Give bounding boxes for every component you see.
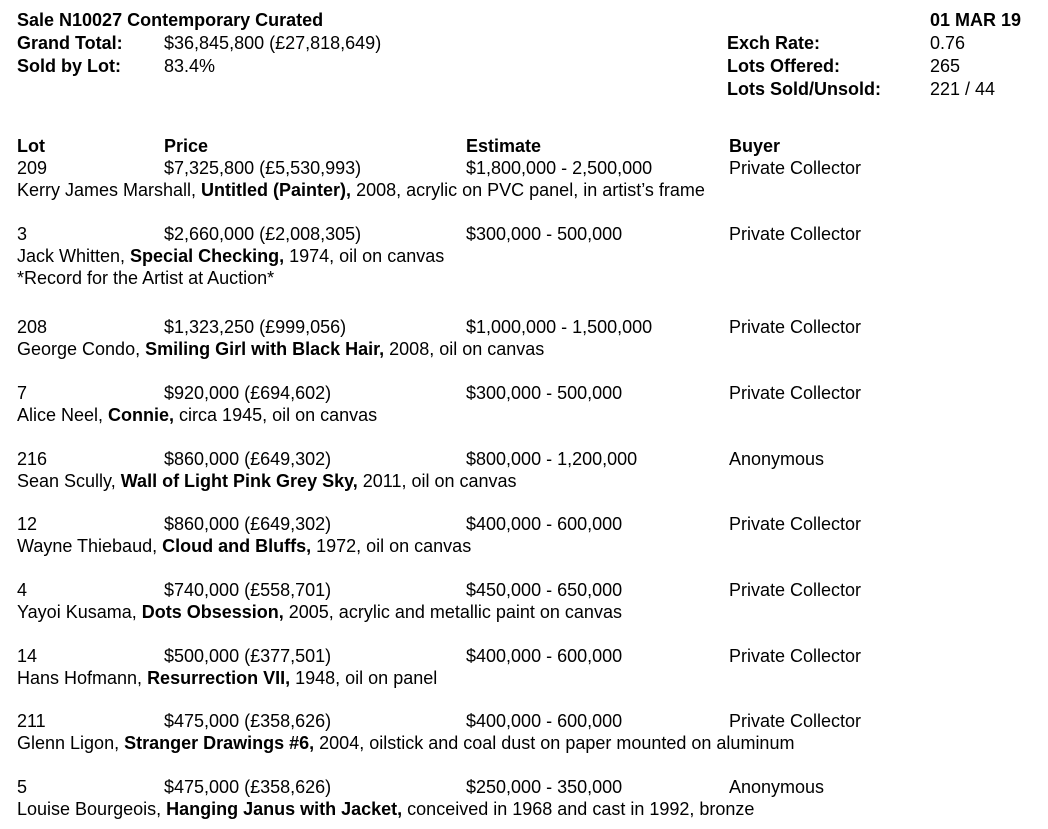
lot-description (17, 470, 517, 492)
lot-estimate: $800,000 - 1,200,000 (466, 449, 638, 469)
exch-rate-value: 0.76 (930, 33, 966, 53)
artwork-details: 1972, oil on canvas (311, 536, 472, 556)
lot-buyer: Private Collector (729, 317, 862, 337)
lot-description (17, 667, 437, 689)
lot-buyer: Private Collector (729, 383, 862, 403)
artwork-title: Connie, (108, 405, 175, 425)
lot-estimate: $250,000 - 350,000 (466, 777, 623, 797)
artwork-title: Cloud and Bluffs, (162, 536, 312, 556)
lot-buyer: Private Collector (729, 158, 862, 178)
lot-description (17, 179, 705, 201)
exch-rate-label: Exch Rate: (727, 33, 821, 53)
lot-price: $7,325,800 (£5,530,993) (164, 158, 362, 178)
lot-estimate: $300,000 - 500,000 (466, 383, 623, 403)
grand-total-value: $36,845,800 (£27,818,649) (164, 33, 382, 53)
artist-name: Louise Bourgeois, (17, 799, 167, 819)
lot-number: 14 (17, 646, 38, 666)
lot-estimate: $450,000 - 650,000 (466, 580, 623, 600)
lot-price: $740,000 (£558,701) (164, 580, 332, 600)
artwork-details: circa 1945, oil on canvas (174, 405, 378, 425)
lot-estimate: $400,000 - 600,000 (466, 646, 623, 666)
lot-buyer: Anonymous (729, 777, 825, 797)
lot-price: $475,000 (£358,626) (164, 711, 332, 731)
artist-name: Alice Neel, (17, 405, 109, 425)
lot-number: 3 (17, 224, 28, 244)
artwork-title: Resurrection VII, (147, 668, 291, 688)
lot-description (17, 732, 794, 754)
artwork-title: Special Checking, (130, 246, 285, 266)
lot-price: $475,000 (£358,626) (164, 777, 332, 797)
lot-buyer: Private Collector (729, 514, 862, 534)
lot-buyer: Private Collector (729, 646, 862, 666)
artwork-title: Hanging Janus with Jacket, (166, 799, 403, 819)
artwork-title: Dots Obsession, (141, 602, 284, 622)
artwork-title: Stranger Drawings #6, (124, 733, 315, 753)
grand-total-label: Grand Total: (17, 33, 123, 53)
lot-price: $500,000 (£377,501) (164, 646, 332, 666)
artwork-title: Smiling Girl with Black Hair, (145, 339, 385, 359)
lot-number: 5 (17, 777, 28, 797)
artwork-title: Untitled (Painter), (201, 180, 352, 200)
sold-by-lot-value: 83.4% (164, 56, 216, 76)
sale-title: Sale N10027 Contemporary Curated (17, 10, 324, 30)
lot-buyer: Private Collector (729, 711, 862, 731)
lot-price: $860,000 (£649,302) (164, 449, 332, 469)
lot-buyer: Private Collector (729, 580, 862, 600)
artist-name: Hans Hofmann, (17, 668, 148, 688)
lot-estimate: $1,800,000 - 2,500,000 (466, 158, 653, 178)
artwork-title: Wall of Light Pink Grey Sky, (120, 471, 358, 491)
lots-sold-value: 221 / 44 (930, 79, 996, 99)
artist-name: Wayne Thiebaud, (17, 536, 163, 556)
lot-number: 209 (17, 158, 48, 178)
lot-description (17, 798, 754, 820)
lot-estimate: $1,000,000 - 1,500,000 (466, 317, 653, 337)
lot-description (17, 338, 544, 360)
lot-number: 211 (17, 711, 46, 731)
lot-number: 216 (17, 449, 48, 469)
lot-description (17, 535, 471, 557)
artist-name: Jack Whitten, (17, 246, 131, 266)
lot-number: 7 (17, 383, 28, 403)
artist-name: Glenn Ligon, (17, 733, 125, 753)
lot-number: 12 (17, 514, 38, 534)
lot-buyer: Anonymous (729, 449, 825, 469)
lot-estimate: $300,000 - 500,000 (466, 224, 623, 244)
sale-date: 01 MAR 19 (930, 10, 1022, 30)
lots-offered-value: 265 (930, 56, 961, 76)
artwork-details: 2005, acrylic and metallic paint on canvas (283, 602, 622, 622)
column-header-estimate: Estimate (466, 136, 542, 156)
artwork-details: 1974, oil on canvas (284, 246, 445, 266)
column-header-buyer: Buyer (729, 136, 781, 156)
lot-number: 208 (17, 317, 48, 337)
artist-name: Kerry James Marshall, (17, 180, 202, 200)
column-header-lot: Lot (17, 136, 45, 156)
lot-price: $920,000 (£694,602) (164, 383, 332, 403)
sold-by-lot-label: Sold by Lot: (17, 56, 121, 76)
lot-estimate: $400,000 - 600,000 (466, 514, 623, 534)
lot-note: *Record for the Artist at Auction* (17, 268, 275, 288)
column-header-price: Price (164, 136, 209, 156)
artist-name: George Condo, (17, 339, 146, 359)
lot-price: $860,000 (£649,302) (164, 514, 332, 534)
lot-buyer: Private Collector (729, 224, 862, 244)
lot-description (17, 601, 622, 623)
artwork-details: conceived in 1968 and cast in 1992, bronze (402, 799, 755, 819)
artwork-details: 1948, oil on panel (290, 668, 438, 688)
lot-price: $2,660,000 (£2,008,305) (164, 224, 362, 244)
lot-description (17, 245, 444, 267)
artwork-details: 2008, oil on canvas (384, 339, 545, 359)
lot-price: $1,323,250 (£999,056) (164, 317, 347, 337)
lots-offered-label: Lots Offered: (727, 56, 841, 76)
lot-number: 4 (17, 580, 28, 600)
artist-name: Sean Scully, (17, 471, 121, 491)
artwork-details: 2004, oilstick and coal dust on paper mounted on aluminum (314, 733, 795, 753)
lot-estimate: $400,000 - 600,000 (466, 711, 623, 731)
artist-name: Yayoi Kusama, (17, 602, 142, 622)
artwork-details: 2011, oil on canvas (357, 471, 517, 491)
lots-sold-label: Lots Sold/Unsold: (727, 79, 881, 99)
artwork-details: 2008, acrylic on PVC panel, in artist’s frame (351, 180, 705, 200)
lot-description (17, 404, 377, 426)
